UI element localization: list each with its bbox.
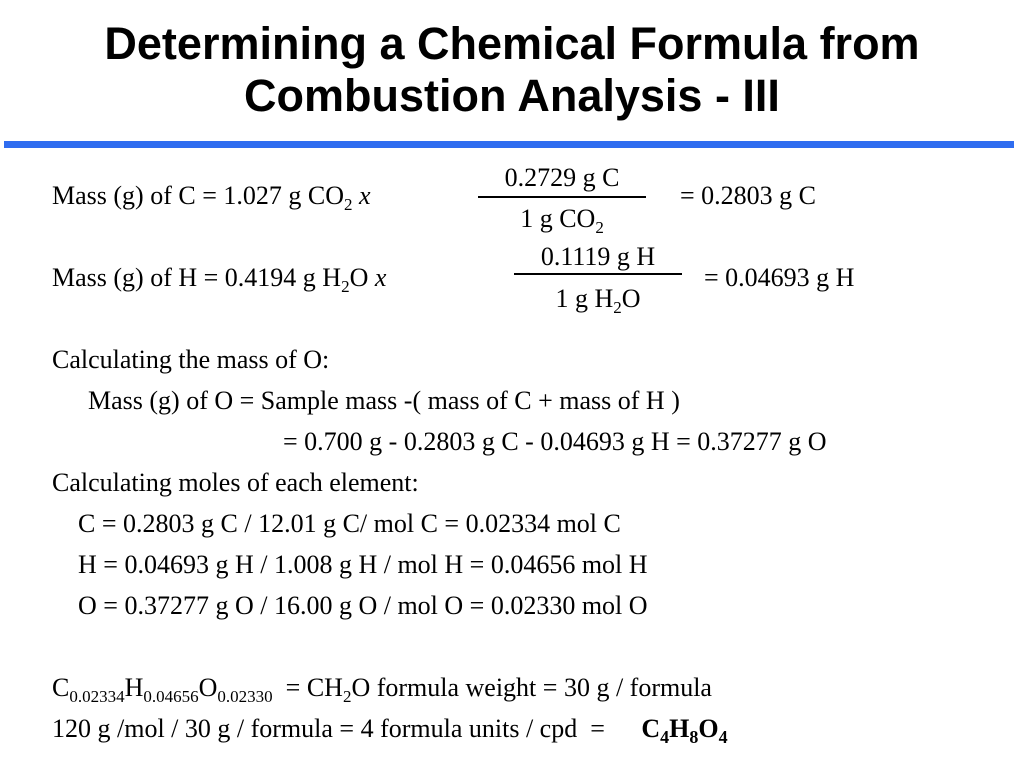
hydrogen-fraction-bar [514, 273, 682, 275]
hydrogen-result: = 0.04693 g H [704, 263, 855, 292]
carbon-result: = 0.2803 g C [680, 181, 817, 210]
final-text: 120 g /mol / 30 g / formula = 4 formula units / cpd = [52, 714, 605, 743]
empirical-h-subscript: 0.04656 [143, 687, 199, 706]
hydrogen-fraction-denominator [510, 284, 686, 317]
oxygen-formula-line: Mass (g) of O = Sample mass -( mass of C + mass of H ) [88, 386, 680, 415]
carbon-den-subscript: 2 [595, 218, 604, 237]
hydrogen-lead: Mass (g) of H = 0.4194 g H [52, 263, 342, 292]
hydrogen-den-end: O [621, 284, 641, 313]
empirical-eq-end: O formula weight = 30 g / formula [351, 673, 712, 702]
empirical-h: H [124, 673, 144, 702]
final-h: H [669, 714, 690, 743]
title-divider [4, 141, 1014, 148]
empirical-eq: = CH [272, 673, 343, 702]
empirical-o-subscript: 0.02330 [217, 687, 273, 706]
final-o-subscript: 4 [718, 727, 728, 747]
empirical-o: O [198, 673, 218, 702]
carbon-fraction-numerator: 0.2729 g C [504, 163, 620, 192]
empirical-c-subscript: 0.02334 [69, 687, 125, 706]
final-c: C [641, 714, 661, 743]
moles-hydrogen-line: H = 0.04693 g H / 1.008 g H / mol H = 0.04656 mol H [78, 550, 648, 579]
hydrogen-mass-line [52, 263, 387, 296]
final-c-subscript: 4 [660, 727, 670, 747]
slide-title [0, 18, 1024, 122]
hydrogen-den-subscript: 2 [613, 298, 622, 317]
carbon-lead: Mass (g) of C = 1.027 g CO [52, 181, 344, 210]
hydrogen-den-text: 1 g H [555, 284, 614, 313]
carbon-fraction-bar [478, 196, 646, 198]
title-line-2: Combustion Analysis - III [244, 70, 780, 121]
hydrogen-lead-subscript: 2 [341, 277, 350, 296]
empirical-c: C [52, 673, 70, 702]
oxygen-heading: Calculating the mass of O: [52, 345, 330, 374]
moles-carbon-line: C = 0.2803 g C / 12.01 g C/ mol C = 0.02334 mol C [78, 509, 621, 538]
oxygen-result-line: = 0.700 g - 0.2803 g C - 0.04693 g H = 0.37277 g O [283, 427, 827, 456]
carbon-mass-line [52, 181, 371, 214]
hydrogen-lead-end: O [349, 263, 369, 292]
title-line-1: Determining a Chemical Formula from [104, 18, 920, 69]
carbon-fraction-denominator [474, 204, 650, 237]
final-h-subscript: 8 [689, 727, 699, 747]
carbon-times: x [359, 181, 371, 210]
empirical-formula-line [52, 673, 712, 706]
hydrogen-fraction-numerator: 0.1119 g H [540, 242, 656, 271]
final-o: O [698, 714, 719, 743]
moles-heading: Calculating moles of each element: [52, 468, 419, 497]
hydrogen-times: x [374, 263, 387, 292]
carbon-den-text: 1 g CO [520, 204, 596, 233]
empirical-eq-subscript: 2 [342, 687, 352, 706]
final-formula-line [52, 714, 728, 747]
moles-oxygen-line: O = 0.37277 g O / 16.00 g O / mol O = 0.02330 mol O [78, 591, 648, 620]
carbon-lead-subscript: 2 [344, 195, 353, 214]
